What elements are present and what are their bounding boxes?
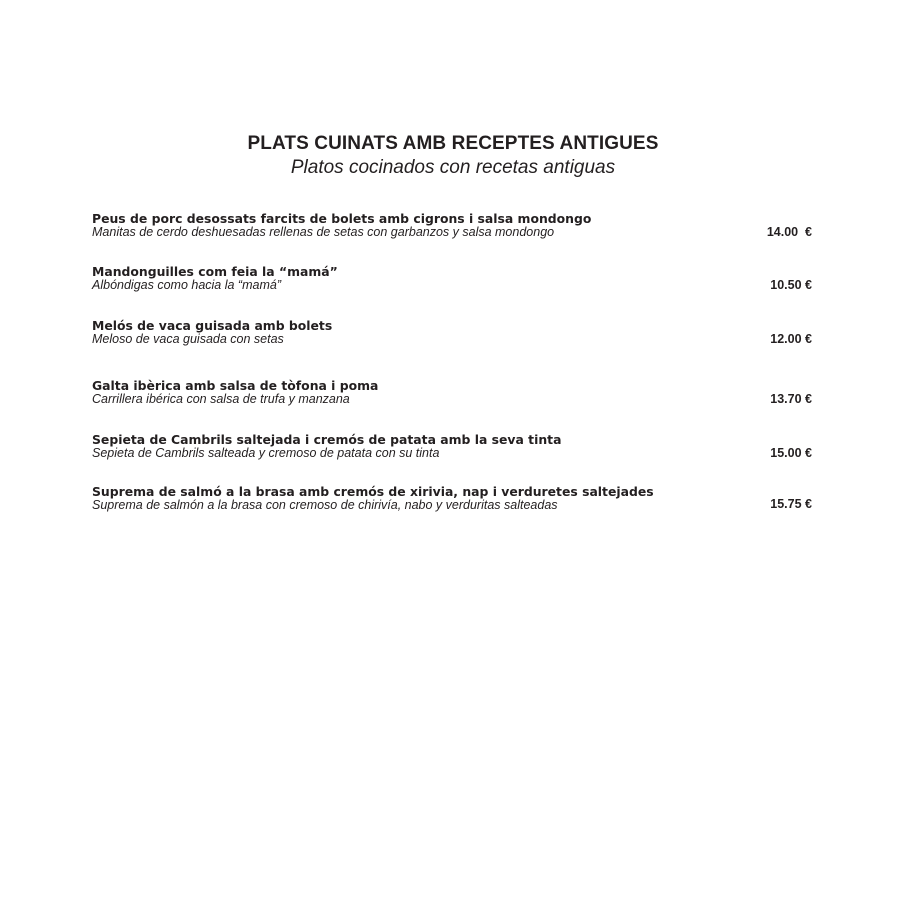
dish-item bbox=[92, 264, 812, 300]
dish-price: 13.70 € bbox=[770, 392, 812, 406]
dish-price: 15.00 € bbox=[770, 446, 812, 460]
dish-item bbox=[92, 211, 812, 247]
dish-price: 14.00 € bbox=[766, 225, 812, 239]
dish-name-catalan: Mandonguilles com feia la “mamá” bbox=[92, 264, 338, 279]
dish-price: 10.50 € bbox=[770, 278, 812, 292]
dish-item bbox=[92, 378, 812, 414]
dish-name-catalan: Galta ibèrica amb salsa de tòfona i poma bbox=[92, 378, 379, 393]
dish-name-spanish: Albóndigas como hacia la “mamá” bbox=[92, 278, 281, 292]
menu-subtitle: Platos cocinados con recetas antiguas bbox=[290, 157, 616, 178]
dish-name-catalan: Melós de vaca guisada amb bolets bbox=[92, 318, 333, 333]
dish-name-catalan: Peus de porc desossats farcits de bolets amb cigrons i salsa mondongo bbox=[92, 211, 592, 226]
dish-price: 15.75 € bbox=[770, 497, 812, 511]
dish-name-spanish: Meloso de vaca guisada con setas bbox=[92, 332, 284, 346]
dish-price: 12.00 € bbox=[770, 332, 812, 346]
dish-name-spanish: Manitas de cerdo deshuesadas rellenas de setas con garbanzos y salsa mondongo bbox=[92, 225, 555, 239]
dish-item bbox=[92, 318, 812, 354]
dish-name-spanish: Sepieta de Cambrils salteada y cremoso de patata con su tinta bbox=[92, 446, 440, 460]
dish-name-spanish: Carrillera ibérica con salsa de trufa y manzana bbox=[92, 392, 350, 406]
menu-title: PLATS CUINATS AMB RECEPTES ANTIGUES bbox=[247, 133, 659, 154]
dish-item bbox=[92, 484, 812, 520]
dish-name-spanish: Suprema de salmón a la brasa con cremoso de chirivía, nabo y verduritas salteadas bbox=[92, 498, 558, 512]
dish-item bbox=[92, 432, 812, 468]
dish-name-catalan: Suprema de salmó a la brasa amb cremós de xirivia, nap i verduretes saltejades bbox=[92, 484, 654, 499]
dish-name-catalan: Sepieta de Cambrils saltejada i cremós de patata amb la seva tinta bbox=[92, 432, 562, 447]
